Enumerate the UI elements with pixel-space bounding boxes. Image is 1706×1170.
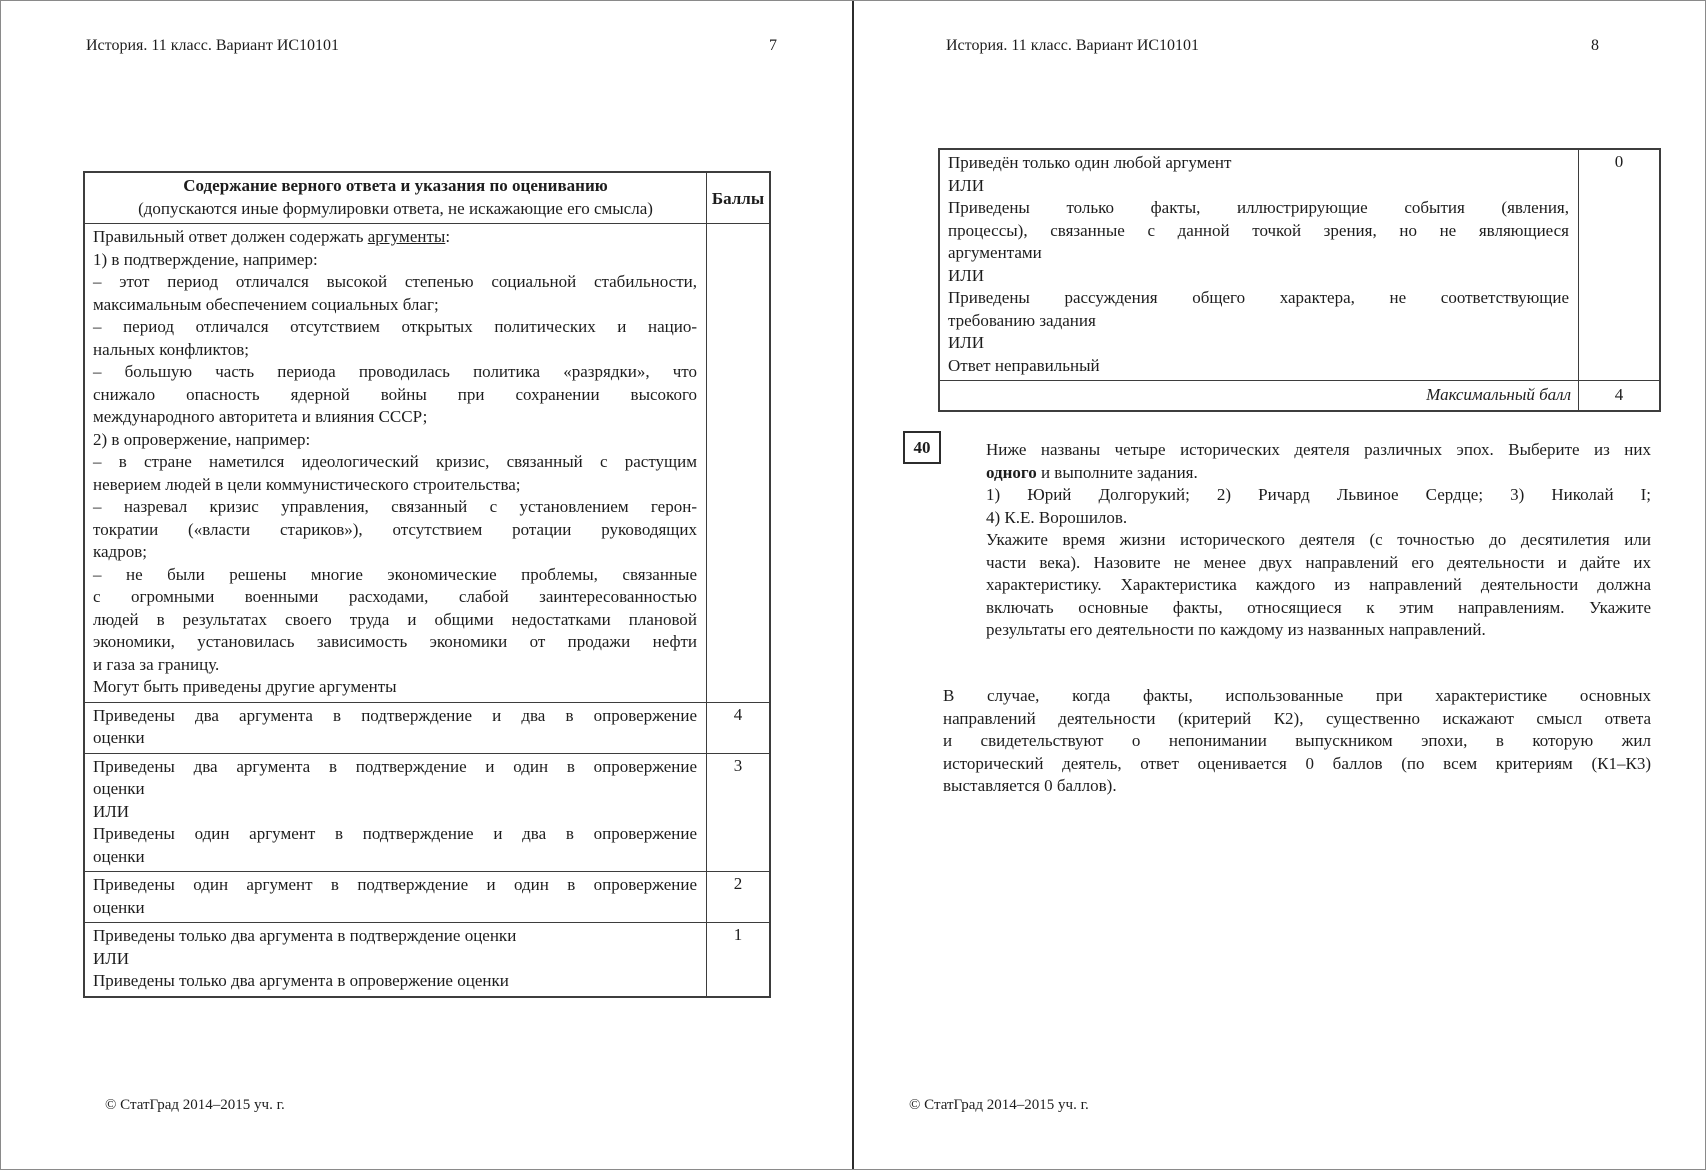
text-line bbox=[93, 496, 697, 519]
text-line bbox=[93, 609, 697, 632]
text-segment: Приведены два аргумента в подтверждение и два в опровержение bbox=[93, 705, 697, 725]
text-segment: Правильный ответ должен содержать bbox=[93, 227, 368, 246]
score-cell: 2 bbox=[706, 872, 769, 922]
page-divider bbox=[852, 1, 854, 1170]
text-line bbox=[93, 519, 697, 542]
text-segment: части века). Назовите не менее двух направлений его деятельности и дайте их bbox=[986, 552, 1651, 572]
text-line bbox=[948, 152, 1569, 175]
page-header-left: История. 11 класс. Вариант ИС10101 bbox=[86, 37, 340, 54]
page-number-right: 8 bbox=[1591, 37, 1599, 54]
text-segment: Приведены два аргумента в подтверждение и один в опровержение bbox=[93, 756, 697, 776]
max-score-row bbox=[940, 380, 1659, 410]
criteria-cell bbox=[85, 754, 706, 872]
table-body bbox=[85, 223, 769, 996]
text-line bbox=[93, 778, 697, 801]
text-line bbox=[948, 197, 1569, 220]
text-line bbox=[986, 439, 1651, 462]
text-line bbox=[93, 339, 697, 362]
table-row bbox=[85, 702, 769, 753]
text-line bbox=[986, 619, 1651, 642]
text-line bbox=[948, 310, 1569, 333]
text-segment: включать основные факты, относящиеся к этим направлениям. Укажите bbox=[986, 597, 1651, 617]
criteria-cell bbox=[85, 872, 706, 922]
text-line bbox=[93, 361, 697, 384]
text-line bbox=[93, 948, 697, 971]
text-segment: характеристику. Характеристика каждого из направлений деятельности должна bbox=[986, 575, 1651, 594]
text-line bbox=[93, 676, 697, 699]
text-segment: 4) К.Е. Ворошилов. bbox=[986, 507, 1128, 527]
table-subtitle: (допускаются иные формулировки ответа, не искажающие его смысла) bbox=[138, 198, 653, 218]
text-line bbox=[943, 685, 1651, 708]
text-line bbox=[93, 586, 697, 609]
text-line bbox=[986, 529, 1651, 552]
text-segment: оценки bbox=[93, 846, 145, 866]
text-segment: кадров; bbox=[93, 542, 147, 561]
text-line bbox=[93, 654, 697, 677]
text-segment: оценки bbox=[93, 779, 145, 798]
text-segment: ИЛИ bbox=[948, 265, 985, 285]
text-segment: с огромными военными расходами, слабой заинтересованностью bbox=[93, 587, 697, 606]
text-line bbox=[93, 846, 697, 869]
text-line bbox=[948, 242, 1569, 265]
text-line bbox=[93, 823, 697, 846]
text-segment: Укажите время жизни исторического деятеля (с точностью до десятилетия или bbox=[986, 530, 1651, 549]
text-segment: выставляется 0 баллов). bbox=[943, 776, 1117, 795]
text-segment: ИЛИ bbox=[93, 801, 130, 821]
text-line bbox=[943, 730, 1651, 753]
text-segment: требованию задания bbox=[948, 310, 1096, 330]
scoring-table bbox=[83, 171, 771, 998]
text-segment: Приведены только два аргумента в опровержение оценки bbox=[93, 971, 509, 990]
text-line bbox=[93, 925, 697, 948]
text-line bbox=[948, 220, 1569, 243]
text-line bbox=[93, 705, 697, 728]
text-line bbox=[93, 541, 697, 564]
text-segment: – в стране наметился идеологический кризис, связанный с растущим bbox=[93, 452, 697, 471]
table-header-row bbox=[85, 173, 769, 223]
text-segment: оценки bbox=[93, 728, 145, 747]
text-line bbox=[93, 874, 697, 897]
text-segment: Приведён только один любой аргумент bbox=[948, 153, 1232, 172]
score-cell: 1 bbox=[706, 923, 769, 996]
text-line bbox=[93, 474, 697, 497]
text-segment: Приведены один аргумент в подтверждение и один в опровержение bbox=[93, 875, 697, 894]
text-line bbox=[93, 756, 697, 779]
text-segment: – этот период отличался высокой степенью социальной стабильности, bbox=[93, 272, 697, 291]
score-cell bbox=[706, 224, 769, 702]
text-segment: тократии («власти стариков»), отсутствием ротации руководящих bbox=[93, 519, 697, 539]
text-segment: аргументами bbox=[948, 243, 1042, 262]
text-line bbox=[948, 265, 1569, 288]
text-segment: Приведены только два аргумента в подтверждение оценки bbox=[93, 926, 517, 945]
criteria-cell bbox=[85, 703, 706, 753]
text-line bbox=[93, 897, 697, 920]
task-number-box: 40 bbox=[903, 431, 941, 464]
text-line bbox=[948, 355, 1569, 378]
text-segment: ИЛИ bbox=[93, 948, 130, 968]
page-footer-left: © СтатГрад 2014–2015 уч. г. bbox=[105, 1097, 285, 1113]
text-line bbox=[986, 597, 1651, 620]
text-segment: и выполните задания. bbox=[1036, 462, 1198, 482]
criteria-cell bbox=[85, 923, 706, 996]
text-segment: максимальным обеспечением социальных благ; bbox=[93, 294, 439, 314]
text-segment: нальных конфликтов; bbox=[93, 339, 249, 359]
text-segment: Могут быть приведены другие аргументы bbox=[93, 677, 397, 696]
text-segment: Ответ неправильный bbox=[948, 355, 1100, 375]
text-line bbox=[943, 753, 1651, 776]
text-segment: неверием людей в цели коммунистического строительства; bbox=[93, 474, 521, 494]
text-segment: Приведены рассуждения общего характера, не соответствующие bbox=[948, 288, 1569, 307]
text-segment: снижало опасность ядерной войны при сохранении высокого bbox=[93, 384, 697, 404]
text-line bbox=[986, 507, 1651, 530]
text-line bbox=[93, 429, 697, 452]
text-line bbox=[93, 316, 697, 339]
text-segment: и газа за границу. bbox=[93, 654, 220, 674]
text-line bbox=[948, 175, 1569, 198]
text-segment: оценки bbox=[93, 897, 145, 917]
text-segment: – назревал кризис управления, связанный с установлением герон- bbox=[93, 497, 697, 516]
scoring-table-continued bbox=[938, 148, 1661, 412]
text-segment: 1) Юрий Долгорукий; 2) Ричард Львиное Сердце; 3) Николай I; bbox=[986, 485, 1651, 504]
max-score-label: Максимальный балл bbox=[1426, 385, 1571, 404]
text-segment: результаты его деятельности по каждому из названных направлений. bbox=[986, 620, 1486, 639]
text-segment: Ниже названы четыре исторических деятеля различных эпох. Выберите из них bbox=[986, 440, 1651, 459]
criteria-cell bbox=[85, 224, 706, 702]
text-segment: направлений деятельности (критерий К2), существенно искажают смысл ответа bbox=[943, 708, 1651, 728]
text-line bbox=[986, 552, 1651, 575]
table-row bbox=[85, 871, 769, 922]
text-line bbox=[948, 287, 1569, 310]
table-row bbox=[85, 223, 769, 702]
text-segment: людей в результатах своего труда и общими недостатками плановой bbox=[93, 609, 697, 629]
text-segment: : bbox=[445, 227, 451, 246]
text-segment: 2) в опровержение, например: bbox=[93, 429, 311, 449]
text-line bbox=[943, 775, 1651, 798]
table-row bbox=[85, 922, 769, 996]
text-segment: ИЛИ bbox=[948, 175, 985, 195]
text-segment: ИЛИ bbox=[948, 333, 985, 352]
text-segment: – не были решены многие экономические проблемы, связанные bbox=[93, 564, 697, 584]
max-score-value: 4 bbox=[1578, 381, 1659, 410]
text-segment: международного авторитета и влияния СССР; bbox=[93, 407, 428, 426]
score-cell: 4 bbox=[706, 703, 769, 753]
table-row bbox=[85, 753, 769, 872]
text-segment: одного bbox=[986, 462, 1037, 482]
text-segment: процессы), связанные с данной точкой зрения, но не являющиеся bbox=[948, 220, 1569, 240]
text-segment: экономики, установилась зависимость экономики от продажи нефти bbox=[93, 632, 697, 651]
table-row bbox=[940, 150, 1659, 380]
text-segment: В случае, когда факты, использованные при характеристике основных bbox=[943, 686, 1651, 705]
text-line bbox=[93, 564, 697, 587]
text-segment: аргументы bbox=[367, 227, 446, 246]
page-header-right: История. 11 класс. Вариант ИС10101 bbox=[946, 37, 1200, 54]
text-segment: – большую часть периода проводилась политика «разрядки», что bbox=[93, 362, 697, 381]
page-footer-right: © СтатГрад 2014–2015 уч. г. bbox=[909, 1097, 1089, 1113]
text-line bbox=[943, 708, 1651, 731]
text-segment: Приведены только факты, иллюстрирующие события (явления, bbox=[948, 198, 1569, 217]
text-segment: 1) в подтверждение, например: bbox=[93, 249, 318, 269]
page-number-left: 7 bbox=[769, 37, 777, 54]
score-cell: 0 bbox=[1578, 150, 1659, 380]
criteria-cell bbox=[940, 150, 1578, 380]
text-segment: исторический деятель, ответ оценивается 0 баллов (по всем критериям (К1–К3) bbox=[943, 753, 1651, 773]
text-line bbox=[93, 249, 697, 272]
table-body-continued bbox=[940, 150, 1659, 380]
text-line bbox=[986, 484, 1651, 507]
text-line bbox=[93, 384, 697, 407]
text-line bbox=[93, 801, 697, 824]
text-line bbox=[93, 406, 697, 429]
text-segment: и свидетельствуют о непонимании выпускником эпохи, в которую жил bbox=[943, 731, 1651, 750]
text-segment: – период отличался отсутствием открытых политических и нацио- bbox=[93, 317, 697, 336]
text-line bbox=[986, 462, 1651, 485]
table-title: Содержание верного ответа и указания по оцениванию bbox=[183, 176, 608, 195]
text-line bbox=[93, 451, 697, 474]
text-line bbox=[986, 574, 1651, 597]
text-line bbox=[93, 631, 697, 654]
text-line bbox=[948, 332, 1569, 355]
score-column-header: Баллы bbox=[706, 173, 769, 223]
text-line bbox=[93, 294, 697, 317]
table-header-content-cell bbox=[85, 173, 706, 223]
text-line bbox=[93, 727, 697, 750]
text-segment: Приведены один аргумент в подтверждение и два в опровержение bbox=[93, 824, 697, 843]
text-line bbox=[93, 970, 697, 993]
task-text bbox=[986, 439, 1651, 642]
task-note bbox=[943, 685, 1651, 798]
text-line bbox=[93, 271, 697, 294]
text-line bbox=[93, 226, 697, 249]
score-cell: 3 bbox=[706, 754, 769, 872]
